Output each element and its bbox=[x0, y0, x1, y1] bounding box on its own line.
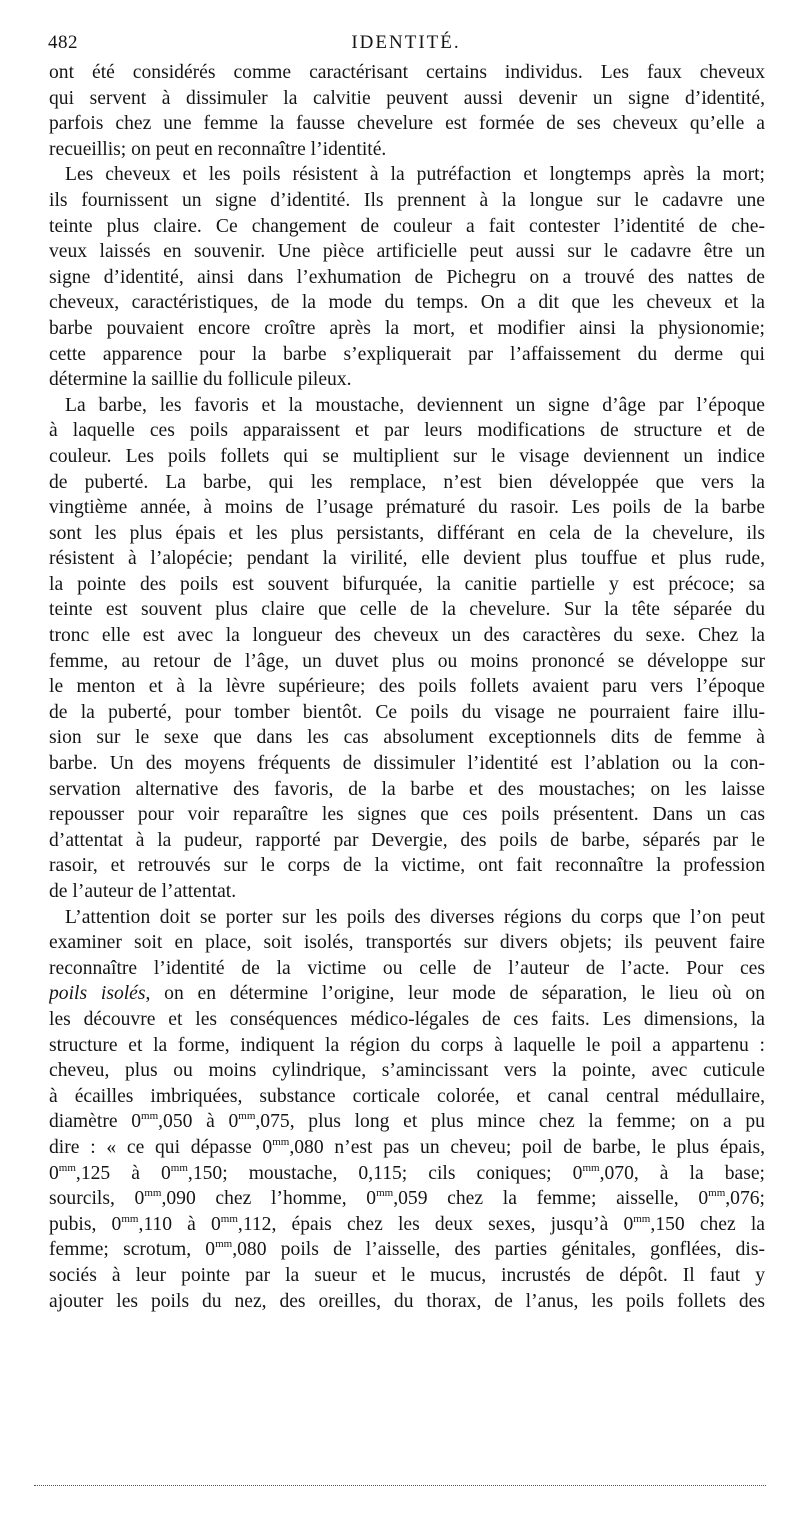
text-line: de l’auteur de l’attentat. bbox=[49, 881, 237, 902]
text-line: servation alternative des favoris, de la barbe et des moustaches; on les laisse bbox=[49, 778, 765, 800]
text-line: parfois chez une femme la fausse chevelure est formée de ses cheveux qu’elle a bbox=[49, 113, 765, 135]
text-line bbox=[49, 1109, 765, 1135]
text-line: vingtième année, à moins de l’usage prématuré du rasoir. Les poils de la barbe bbox=[49, 497, 765, 519]
text-line: ont été considérés comme caractérisant certains individus. Les faux cheveux bbox=[49, 62, 765, 83]
text-run: sourcils, 0 bbox=[49, 1188, 145, 1210]
text-run: , on en détermine l’origine, leur mode de séparation, le lieu où on bbox=[145, 983, 765, 1005]
text-line: Les cheveux et les poils résistent à la putréfaction et longtemps après la mort; bbox=[65, 164, 765, 186]
text-run: ,080 n’est pas un cheveu; poil de barbe, le plus épais, bbox=[289, 1136, 765, 1158]
text-line: qui servent à dissimuler la calvitie peuvent aussi devenir un signe d’identité, bbox=[49, 87, 765, 109]
text-line: couleur. Les poils follets qui se multiplient sur le visage deviennent un indice bbox=[49, 445, 765, 467]
superscript-unit: mm bbox=[215, 1238, 233, 1251]
text-run: ,110 à 0 bbox=[138, 1213, 221, 1235]
text-run: ,080 poils de l’aisselle, des parties génitales, gonflées, dis- bbox=[232, 1239, 765, 1261]
text-run: ,150; moustache, 0,115; cils coniques; 0 bbox=[187, 1162, 583, 1184]
text-run: ,070, à la base; bbox=[599, 1162, 765, 1184]
text-run: pubis, 0 bbox=[49, 1213, 122, 1235]
superscript-unit: mm bbox=[633, 1212, 651, 1225]
text-line bbox=[49, 1161, 765, 1187]
text-line: les découvre et les conséquences médico-légales de ces faits. Les dimensions, la bbox=[49, 1008, 765, 1030]
text-line: ajouter les poils du nez, des oreilles, du thorax, de l’anus, les poils follets des bbox=[49, 1290, 765, 1312]
text-line: le menton et à la lèvre supérieure; des poils follets avaient paru vers l’époque bbox=[49, 676, 765, 698]
text-run: diamètre 0 bbox=[49, 1111, 142, 1133]
superscript-unit: mm bbox=[170, 1161, 188, 1174]
text-line: cheveux, caractéristiques, de la mode du temps. On a dit que les cheveux et la bbox=[49, 292, 765, 314]
superscript-unit: mm bbox=[708, 1187, 726, 1200]
superscript-unit: mm bbox=[220, 1212, 238, 1225]
text-run: ,112, épais chez les deux sexes, jusqu’à 0 bbox=[237, 1213, 634, 1235]
footer-dotted-rule bbox=[34, 1485, 766, 1486]
text-line bbox=[49, 1237, 765, 1263]
superscript-unit: mm bbox=[144, 1187, 162, 1200]
text-line: examiner soit en place, soit isolés, transportés sur divers objets; ils peuvent faire bbox=[49, 932, 765, 954]
superscript-unit: mm bbox=[238, 1110, 256, 1123]
text-line: veux laissés en souvenir. Une pièce artificielle peut aussi sur le cadavre être un bbox=[49, 241, 765, 263]
text-run: ,150 chez la bbox=[650, 1213, 765, 1235]
italic-text: poils isolés bbox=[49, 983, 146, 1005]
superscript-unit: mm bbox=[582, 1161, 600, 1174]
text-line: teinte est souvent plus claire que celle de la chevelure. Sur la tête séparée du bbox=[49, 599, 765, 621]
text-line: cheveu, plus ou moins cylindrique, s’amincissant vers la pointe, avec cuticule bbox=[49, 1060, 765, 1082]
superscript-unit: mm bbox=[121, 1212, 139, 1225]
text-line: sont les plus épais et les plus persistants, différant en cela de la chevelure, ils bbox=[49, 522, 765, 544]
text-line: recueillis; on peut en reconnaître l’identité. bbox=[49, 138, 387, 160]
text-line: teinte plus claire. Ce changement de couleur a fait contester l’identité de che- bbox=[49, 215, 765, 237]
text-line: sion sur le sexe que dans les cas absolument exceptionnels dits de femme à bbox=[49, 727, 765, 749]
text-line: sociés à leur pointe par la sueur et le mucus, incrustés de dépôt. Il faut y bbox=[49, 1264, 765, 1286]
text-line: à laquelle ces poils apparaissent et par leurs modifications de structure et de bbox=[49, 420, 765, 442]
text-line bbox=[49, 1135, 765, 1161]
body-text bbox=[49, 60, 765, 1314]
text-line bbox=[49, 1186, 765, 1212]
text-line: tronc elle est avec la longueur des cheveux un des caractères du sexe. Chez la bbox=[49, 625, 765, 647]
text-line: La barbe, les favoris et la moustache, deviennent un signe d’âge par l’époque bbox=[65, 394, 765, 416]
page-number: 482 bbox=[48, 32, 78, 53]
text-run: 0 bbox=[49, 1162, 59, 1184]
superscript-unit: mm bbox=[376, 1187, 394, 1200]
text-run: ,059 chez la femme; aisselle, 0 bbox=[393, 1188, 709, 1210]
superscript-unit: mm bbox=[141, 1110, 159, 1123]
text-line: structure et la forme, indiquent la région du corps à laquelle le poil a appartenu : bbox=[49, 1034, 765, 1056]
text-run: ,125 à 0 bbox=[75, 1162, 171, 1184]
text-line: rasoir, et retrouvés sur le corps de la victime, ont fait reconnaître la profession bbox=[49, 855, 765, 877]
text-line: barbe. Un des moyens fréquents de dissimuler l’identité est l’ablation ou la con- bbox=[49, 753, 765, 775]
text-line: à écailles imbriquées, substance corticale colorée, et canal central médullaire, bbox=[49, 1085, 765, 1107]
text-line: ils fournissent un signe d’identité. Ils prennent à la longue sur le cadavre une bbox=[49, 189, 765, 211]
text-line: la pointe des poils est souvent bifurquée, la canitie partielle y est précoce; sa bbox=[49, 573, 765, 595]
superscript-unit: mm bbox=[272, 1135, 290, 1148]
text-line bbox=[49, 981, 765, 1007]
text-line: détermine la saillie du follicule pileux. bbox=[49, 369, 352, 391]
text-line: reconnaître l’identité de la victime ou celle de l’auteur de l’acte. Pour ces bbox=[49, 957, 765, 979]
text-line: femme, au retour de l’âge, un duvet plus ou moins prononcé se développe sur bbox=[49, 650, 765, 672]
text-line: barbe pouvaient encore croître après la mort, et modifier ainsi la physionomie; bbox=[49, 317, 765, 339]
text-line: résistent à l’alopécie; pendant la virilité, elle devient plus touffue et plus rude, bbox=[49, 548, 765, 570]
text-line: cette apparence pour la barbe s’expliquerait par l’affaissement du derme qui bbox=[49, 343, 765, 365]
text-line bbox=[49, 1212, 765, 1238]
text-line: signe d’identité, ainsi dans l’exhumation de Pichegru on a trouvé des nattes de bbox=[49, 266, 765, 288]
text-line: L’attention doit se porter sur les poils des diverses régions du corps que l’on peut bbox=[65, 906, 765, 928]
superscript-unit: mm bbox=[58, 1161, 76, 1174]
text-run: ,050 à 0 bbox=[158, 1111, 239, 1133]
text-run: ,075, plus long et plus mince chez la femme; on a pu bbox=[255, 1111, 765, 1133]
text-line: de la puberté, pour tomber bientôt. Ce poils du visage ne pourraient faire illu- bbox=[49, 701, 765, 723]
text-line: repousser pour voir reparaître les signes que ces poils présentent. Dans un cas bbox=[49, 804, 765, 826]
text-line: de puberté. La barbe, qui les remplace, n’est bien développée que vers la bbox=[49, 471, 765, 493]
text-run: ,076; bbox=[725, 1188, 765, 1210]
text-run: femme; scrotum, 0 bbox=[49, 1239, 216, 1261]
text-run: ,090 chez l’homme, 0 bbox=[161, 1188, 377, 1210]
running-title: IDENTITÉ. bbox=[351, 32, 461, 53]
text-line: d’attentat à la pudeur, rapporté par Devergie, des poils de barbe, séparés par le bbox=[49, 829, 765, 851]
text-run: dire : « ce qui dépasse 0 bbox=[49, 1136, 273, 1158]
running-header bbox=[48, 26, 764, 56]
